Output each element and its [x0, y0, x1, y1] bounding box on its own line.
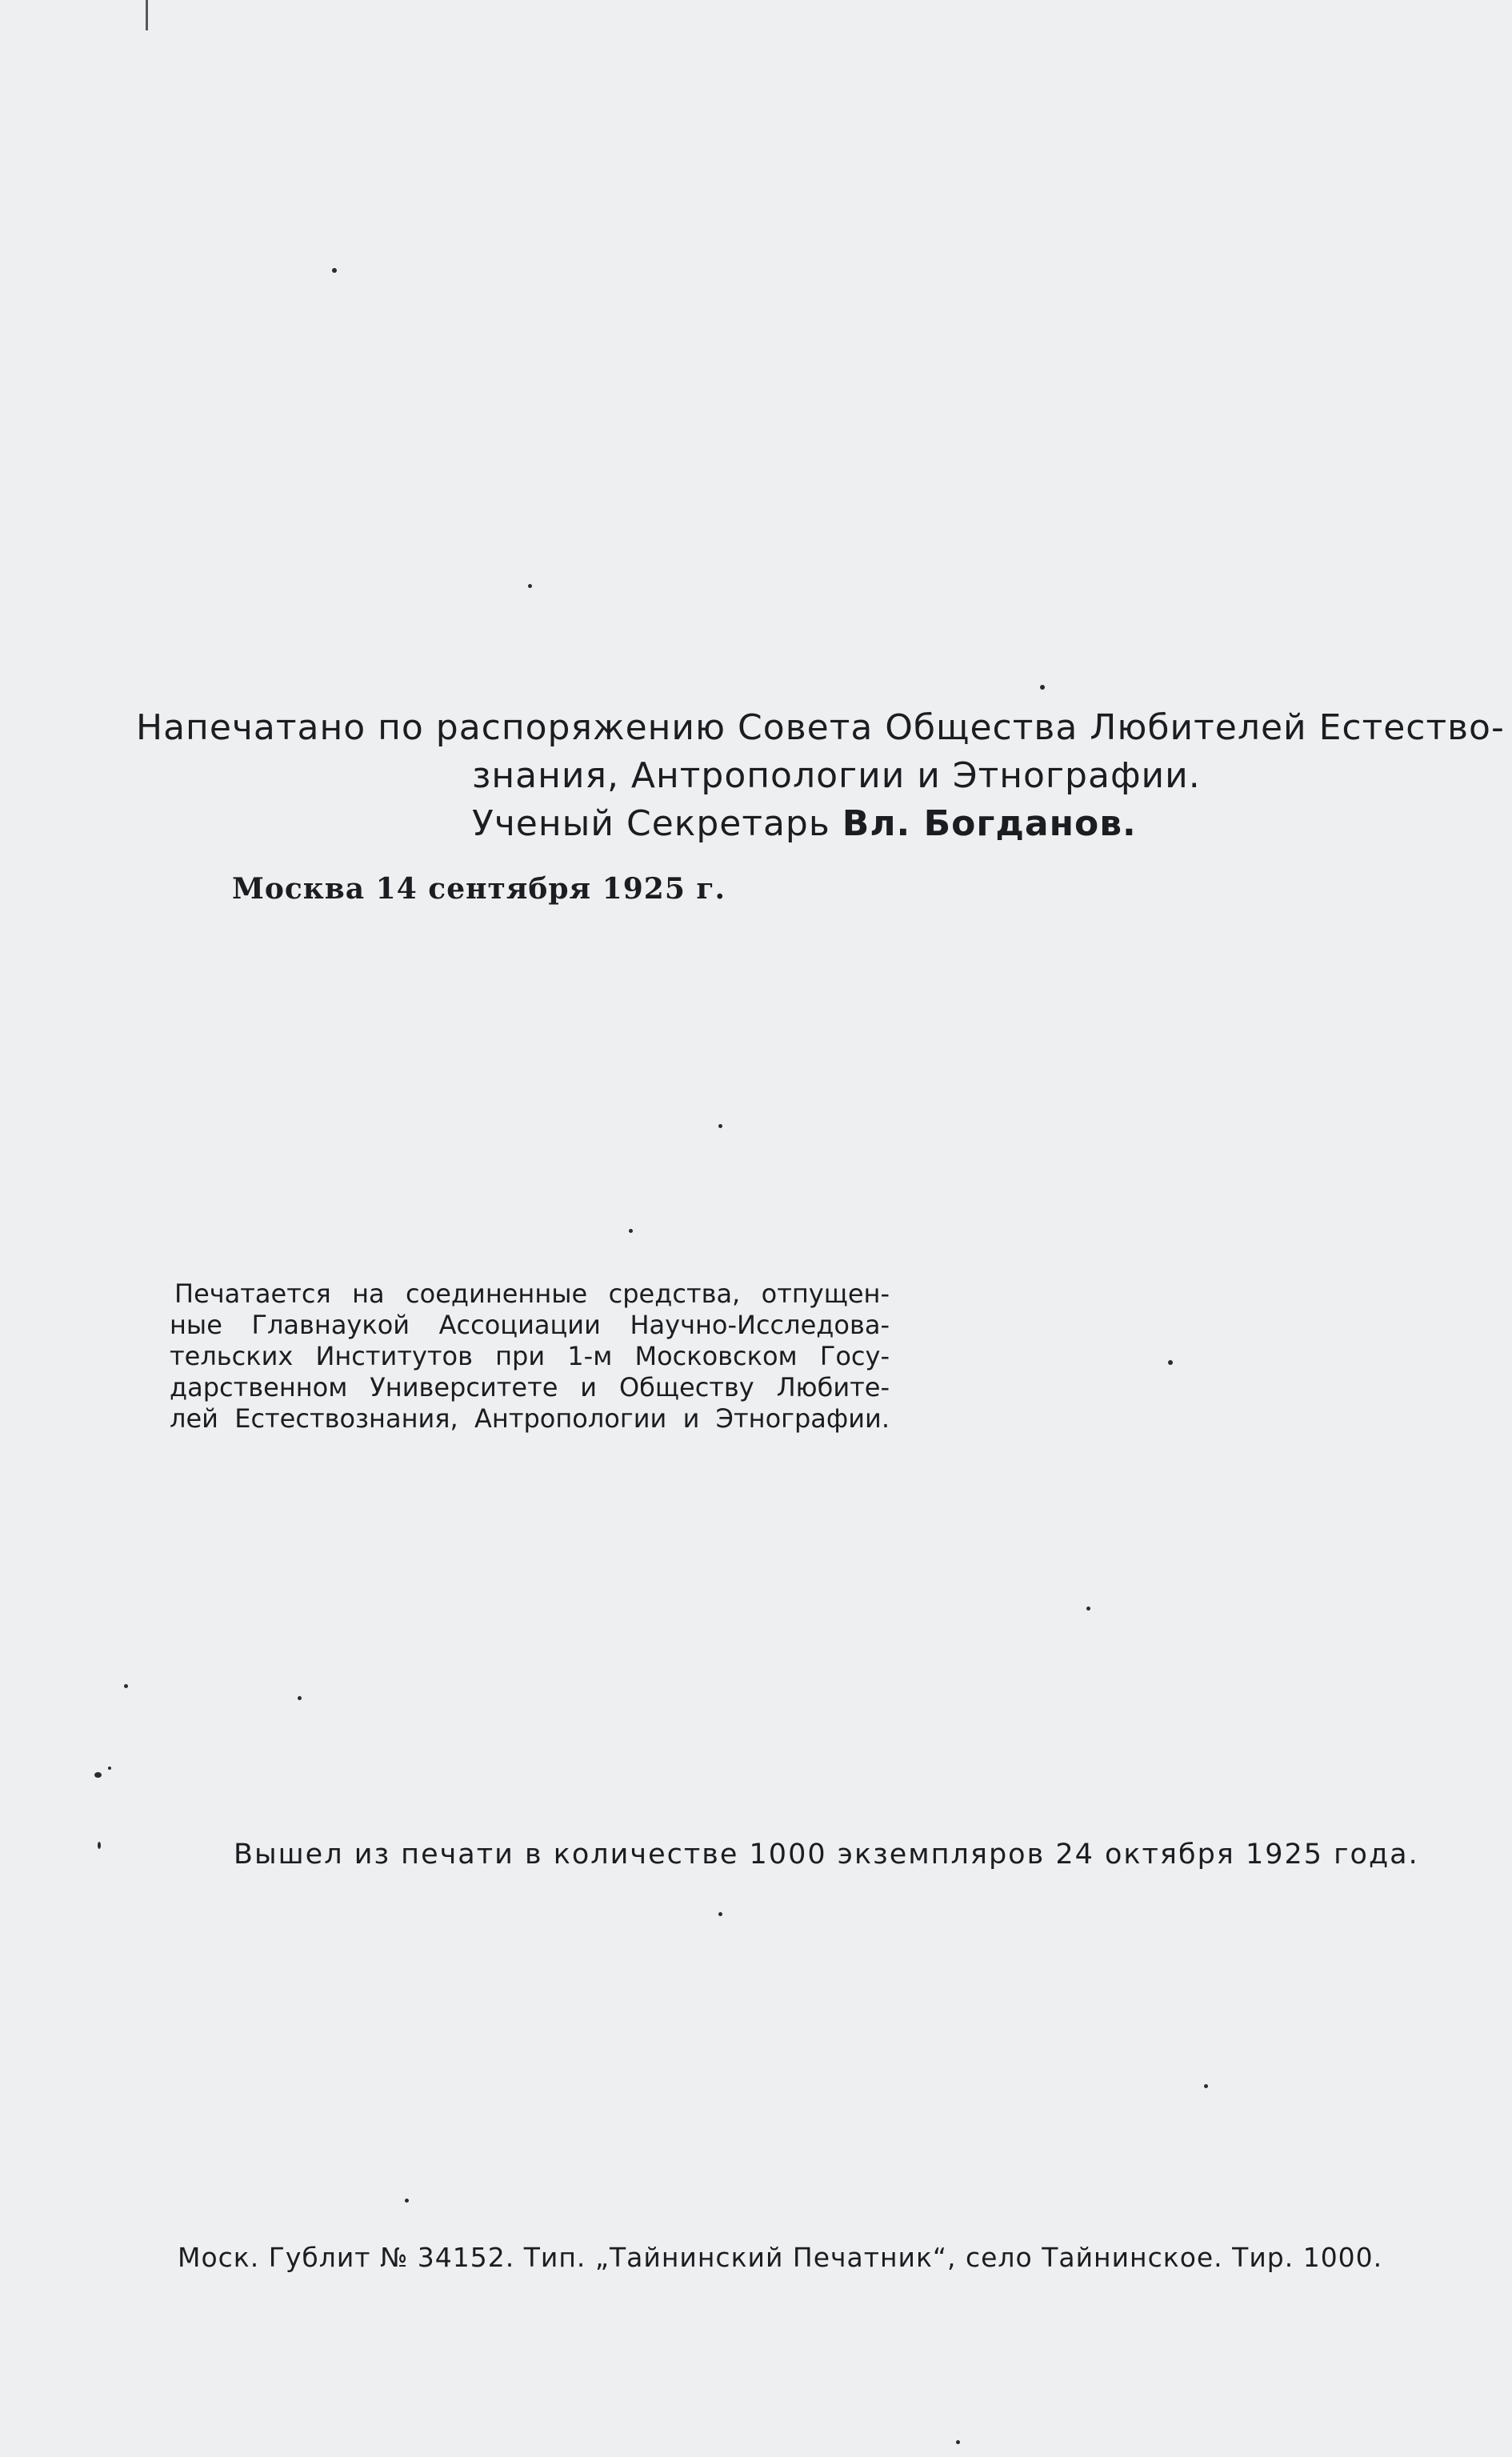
imprimatur-line-3	[136, 800, 1464, 848]
top-edge-mark	[146, 0, 148, 30]
paper-speck	[1168, 1360, 1173, 1365]
paper-speck	[94, 1772, 102, 1778]
paper-speck	[629, 1229, 633, 1233]
imprimatur-block	[136, 704, 1505, 848]
funding-line: дарственном Университете и Обществу Любите-	[170, 1372, 890, 1403]
funding-line: ные Главнаукой Ассоциации Научно-Исследова-	[170, 1310, 890, 1340]
print-run-note: Вышел из печати в количестве 1000 экземпляров 24 октября 1925 года.	[234, 1839, 1419, 1871]
funding-line: лей Естествознания, Антропологии и Этнографии.	[170, 1403, 890, 1434]
paper-speck	[124, 1684, 128, 1688]
paper-speck	[108, 1767, 111, 1770]
funding-line: Печатается на соединенные средства, отпущен-	[174, 1279, 890, 1309]
paper-speck	[298, 1696, 302, 1700]
paper-speck	[98, 1842, 101, 1849]
funding-line: тельских Институтов при 1-м Московском Госу-	[170, 1341, 890, 1371]
paper-speck	[718, 1912, 722, 1916]
secretary-name: Вл. Богданов.	[842, 803, 1137, 844]
paper-speck	[1204, 2084, 1208, 2088]
paper-speck	[332, 268, 337, 273]
place-and-date: Москва 14 сентября 1925 г.	[232, 872, 726, 906]
paper-speck	[528, 584, 532, 588]
imprimatur-line-2: знания, Антропологии и Этнографии.	[472, 755, 1201, 796]
paper-speck	[1040, 685, 1045, 690]
funding-note	[170, 1279, 890, 1435]
paper-speck	[1086, 1607, 1090, 1611]
paper-speck	[718, 1124, 722, 1128]
colophon: Моск. Гублит № 34152. Тип. „Тайнинский Печатник“, село Тайнинское. Тир. 1000.	[178, 2242, 1383, 2273]
paper-speck	[956, 2440, 960, 2444]
paper-speck	[405, 2199, 409, 2203]
imprimatur-line-1: Напечатано по распоряжению Совета Общества Любителей Естество-	[136, 707, 1505, 748]
secretary-title: Ученый Секретарь	[472, 803, 830, 844]
